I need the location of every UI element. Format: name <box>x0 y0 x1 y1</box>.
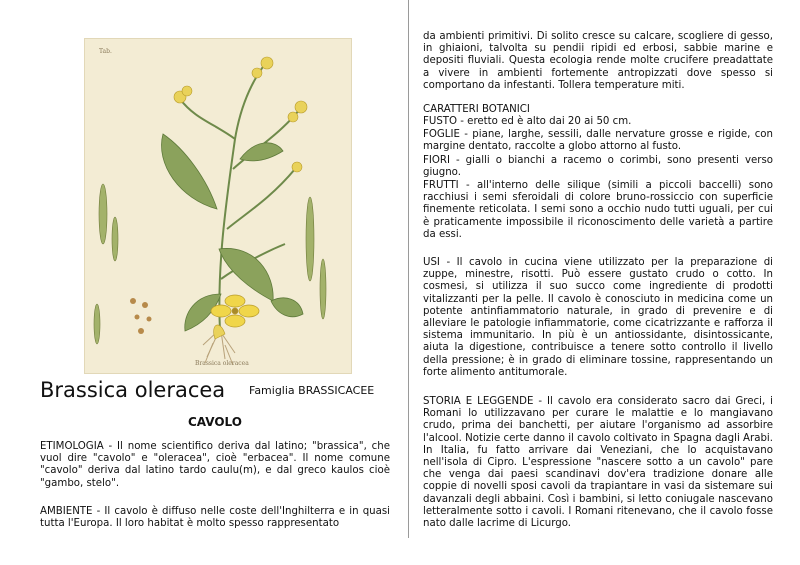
fiori-paragraph: FIORI - gialli o bianchi a racemo o corimbi, sono presenti verso giugno. <box>423 155 773 179</box>
title-row <box>40 378 400 404</box>
usi-paragraph: USI - Il cavolo in cucina viene utilizzato per la preparazione di zuppe, minestre, risotti. Può essere gustato crudo o cotto. In cosmesi, si utilizza il suo succo come ingrediente di prodotti vitalizzanti per la pelle. Il cavolo è conosciuto in medicina come un potente antinfiammatorio naturale, in grado di prevenire e di alleviare le patologie infiammatorie, come cicatrizzante e rafforza il sistema immunitario. In più è un antiossidante, disintossicante, aiuta la digestione, contribuisce a tenere sotto controllo il livello della pressione; è in grado di eliminare tossine, rappresentando un forte alimento antitumorale. <box>423 257 773 378</box>
plate-number: Tab. <box>99 48 112 55</box>
family-name: Famiglia BRASSICACEE <box>249 384 375 397</box>
seed-pods <box>94 184 326 344</box>
column-divider <box>408 0 409 538</box>
etimologia-paragraph: ETIMOLOGIA - Il nome scientifico deriva dal latino; "brassica", che vuol dire "cavolo" e "oleracea", cioè "erbacea". Il nome comune "cavolo" deriva dal latino tardo caulu(m), e dal greco kaulos cioè "gambo, stelo". <box>40 441 390 489</box>
botanical-illustration <box>84 38 352 374</box>
caratteri-heading: CARATTERI BOTANICI <box>423 104 530 115</box>
ambiente-paragraph: AMBIENTE - Il cavolo è diffuso nelle coste dell'Inghilterra e in quasi tutta l'Europa. Il loro habitat è molto spesso rappresentato <box>40 506 390 530</box>
plate-caption: Brassica oleracea <box>195 360 249 367</box>
brassica-plant-drawing <box>85 39 351 373</box>
common-name-heading: CAVOLO <box>188 415 242 429</box>
seeds <box>130 298 152 334</box>
foglie-paragraph: FOGLIE - piane, larghe, sessili, dalle nervature grosse e rigide, con margine dentato, raccolte a globo attorno al fusto. <box>423 129 773 153</box>
storia-paragraph: STORIA E LEGGENDE - Il cavolo era considerato sacro dai Greci, i Romani lo utilizzavano per curare le malattie e lo mangiavano crudo, prima dei banchetti, per aiutare l'organismo ad assorbire l'alcool. Notizie certe danno il cavolo coltivato in Spagna dagli Arabi. In Italia, fu fatto arrivare dai Veneziani, che lo acquistavano nell'isola di Cipro. L'espressione "nascere sotto a un cavolo" pare che venga dai paesi scandinavi dov'era tradizione donare alle coppie di novelli sposi cavoli da trapiantare in vasi da sistemare sui davanzali degli abbaini. Così i bambini, si letto coniugale nascevano letteralmente sotto i cavoli. I Romani ritenevano, che il cavolo fosse nato dalle lacrime di Licurgo. <box>423 396 773 530</box>
fusto-paragraph: FUSTO - eretto ed è alto dai 20 ai 50 cm. <box>423 116 632 127</box>
scientific-name: Brassica oleracea <box>40 378 226 402</box>
frutti-paragraph: FRUTTI - all'interno delle silique (simili a piccoli baccelli) sono racchiusi i semi sferoidali di colore bruno-rossiccio con superficie finemente reticolata. I semi sono a occhio nudo tutti uguali, per cui è praticamente impossibile il riconoscimento delle varietà a partire da essi. <box>423 180 773 240</box>
ambiente-continued-paragraph: da ambienti primitivi. Di solito cresce su calcare, scogliere di gesso, in ghiaioni, talvolta su pendii ripidi ed erbosi, sabbie marine e depositi fluviali. Questa ecologia rende molte crucifere preadattate a vivere in ambienti fortemente antropizzati dove spesso si comportano da infestanti. Tollera temperature miti. <box>423 31 773 91</box>
